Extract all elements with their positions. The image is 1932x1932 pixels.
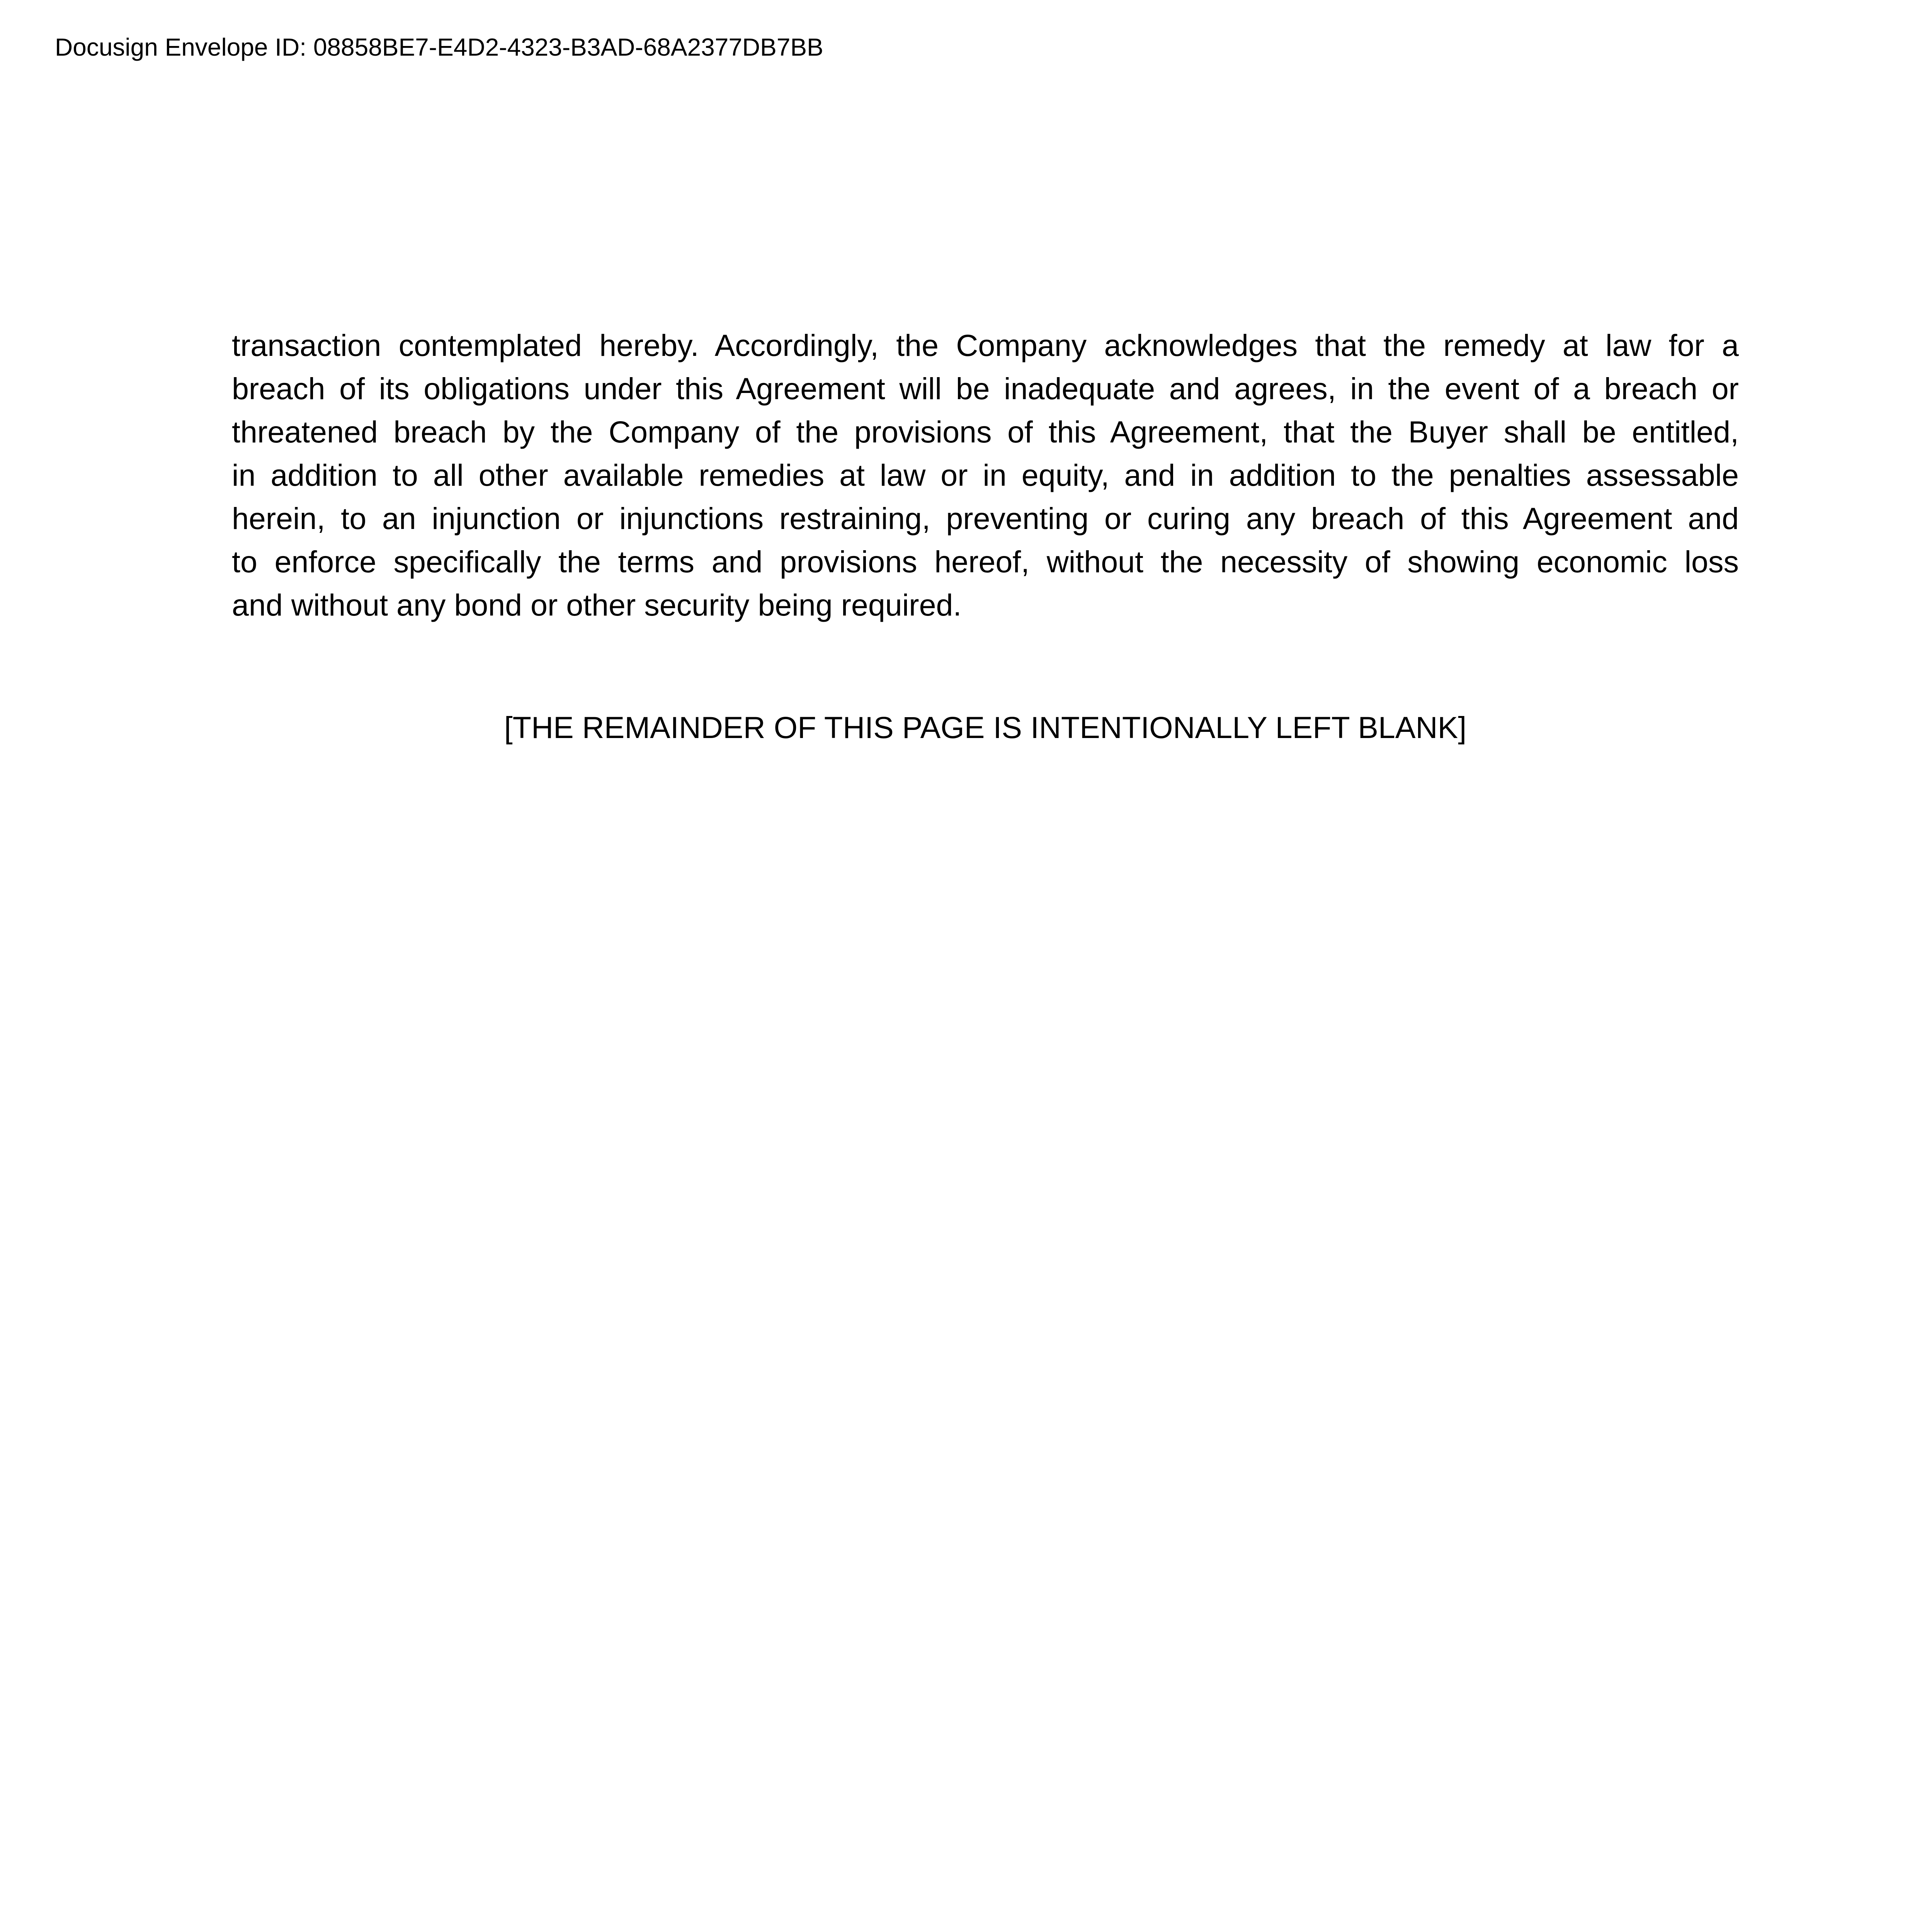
paragraph-line-3: threatened breach by the Company of the provisions of this Agreement, that the Buyer shall be entitled, (232, 415, 1739, 449)
paragraph-line-2: breach of its obligations under this Agreement will be inadequate and agrees, in the event of a breach or (232, 371, 1739, 406)
paragraph-line-7: and without any bond or other security being required. (232, 588, 962, 622)
paragraph-line-1: transaction contemplated hereby. Accordingly, the Company acknowledges that the remedy at law for a (232, 328, 1739, 362)
docusign-envelope-id: Docusign Envelope ID: 08858BE7-E4D2-4323-B3AD-68A2377DB7BB (55, 33, 823, 61)
intentionally-blank-notice: [THE REMAINDER OF THIS PAGE IS INTENTIONALLY LEFT BLANK] (504, 710, 1467, 745)
paragraph-line-6: to enforce specifically the terms and provisions hereof, without the necessity of showing economic loss (232, 544, 1739, 579)
body-paragraph (232, 324, 1739, 627)
paragraph-line-5: herein, to an injunction or injunctions restraining, preventing or curing any breach of this Agreement and (232, 501, 1739, 536)
paragraph-line-4: in addition to all other available remedies at law or in equity, and in addition to the penalties assessable (232, 458, 1739, 492)
